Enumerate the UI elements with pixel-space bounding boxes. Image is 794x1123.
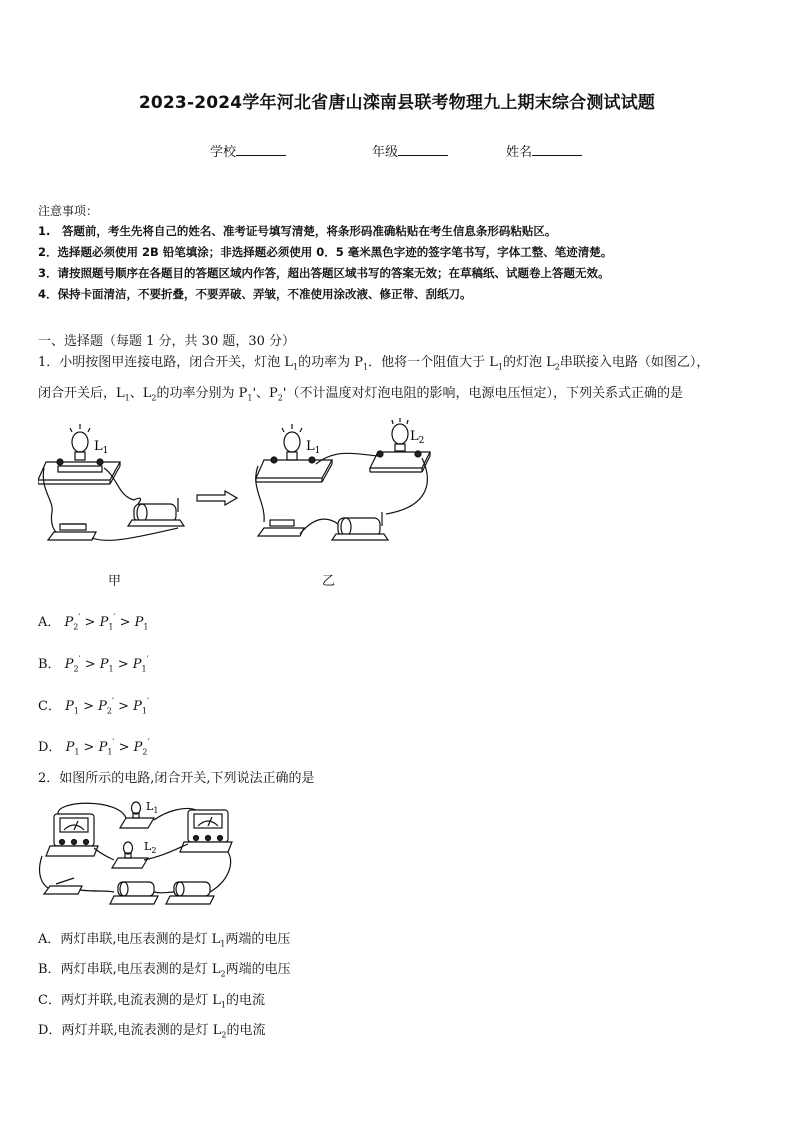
name-field <box>506 141 582 160</box>
notice-item-3: 3．请按照题号顺序在各题目的答题区域内作答，超出答题区域书写的答案无效；在草稿纸、试题卷上答题无效。 <box>38 266 610 280</box>
q2-option-c[interactable]: C．两灯并联,电流表测的是灯 $L_1$的电流 <box>38 993 265 1010</box>
q1-option-c-expr: $P_1 > P_2' > P_1'$ <box>65 697 150 716</box>
q1-label-jia: 甲 <box>108 574 122 589</box>
q1-figure-yi <box>246 418 436 558</box>
q1-option-b[interactable]: B． $P_2' > P_1 > P_1'$ <box>38 655 149 674</box>
name-label: 姓名 <box>506 145 533 160</box>
q1-yi-lamp2-label: $L_2$ <box>410 429 425 446</box>
notice-item-4: 4．保持卡面清洁，不要折叠，不要弄破、弄皱，不准使用涂改液、修正带、刮纸刀。 <box>38 287 472 301</box>
grade-label: 年级 <box>372 145 399 160</box>
q2-lamp1-label: $L_1$ <box>146 800 159 815</box>
section-heading: 一、选择题（每题 1 分，共 30 题，30 分） <box>38 334 296 349</box>
q1-figure-jia <box>38 420 188 555</box>
q2-option-d[interactable]: D．两灯并联,电流表测的是灯 $L_2$的电流 <box>38 1023 266 1040</box>
q1-jia-lamp-label: $L_1$ <box>94 439 109 456</box>
q2-stem: 2．如图所示的电路,闭合开关,下列说法正确的是 <box>38 771 315 786</box>
school-field <box>210 141 286 160</box>
notice-heading: 注意事项： <box>38 204 99 218</box>
q2-option-a[interactable]: A．两灯串联,电压表测的是灯 $L_1$两端的电压 <box>38 932 291 949</box>
q2-circuit-figure <box>38 796 234 916</box>
q1-option-d[interactable]: D． $P_1 > P_1' > P_2'$ <box>38 738 150 757</box>
q1-option-c[interactable]: C． $P_1 > P_2' > P_1'$ <box>38 697 150 716</box>
q2-option-b[interactable]: B．两灯串联,电压表测的是灯 $L_2$两端的电压 <box>38 962 291 979</box>
page-title: 2023-2024学年河北省唐山滦南县联考物理九上期末综合测试试题 <box>138 93 656 113</box>
grade-blank[interactable] <box>398 143 448 156</box>
q1-stem-line2: 闭合开关后，$L_1$、$L_2$的功率分别为 $P_1'$、$P_2'$（不计温度对灯泡电阻的影响，电源电压恒定），下列关系式正确的是 <box>38 386 683 403</box>
q1-arrow-icon <box>196 490 238 506</box>
q1-option-b-expr: $P_2' > P_1 > P_1'$ <box>64 655 149 674</box>
grade-field <box>372 141 448 160</box>
name-blank[interactable] <box>532 143 582 156</box>
q1-option-a-expr: $P_2' > P_1' > P_1$ <box>64 613 149 632</box>
notice-item-2: 2．选择题必须使用 2B 铅笔填涂；非选择题必须使用 0．5 毫米黑色字迹的签字笔书写，字体工整、笔迹清楚。 <box>38 245 613 259</box>
q1-label-yi: 乙 <box>322 574 336 589</box>
school-label: 学校 <box>210 145 237 160</box>
q1-stem-line1: 1．小明按图甲连接电路，闭合开关，灯泡 $L_1$的功率为 $P_1$．他将一个阻值大于 $L_1$的灯泡 $L_2$串联接入电路（如图乙）， <box>38 355 710 372</box>
notice-item-1: 1. 答题前，考生先将自己的姓名、准考证号填写清楚，将条形码准确粘贴在考生信息条形码粘贴区。 <box>38 224 557 238</box>
q1-option-a[interactable]: A． $P_2' > P_1' > P_1$ <box>38 613 149 632</box>
q1-option-d-expr: $P_1 > P_1' > P_2'$ <box>65 738 150 757</box>
school-blank[interactable] <box>236 143 286 156</box>
q1-yi-lamp1-label: $L_1$ <box>306 439 321 456</box>
q2-lamp2-label: $L_2$ <box>144 840 157 855</box>
